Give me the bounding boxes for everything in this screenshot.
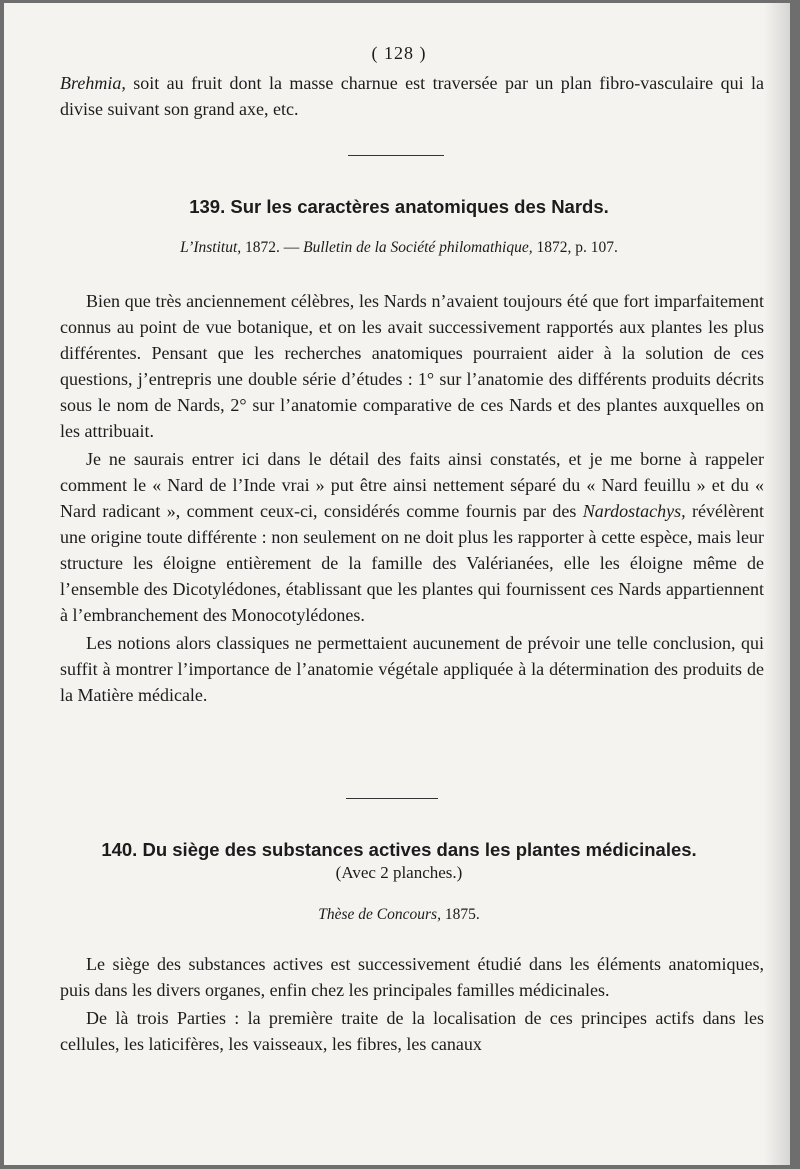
source-year: 1875. xyxy=(440,906,480,923)
genus-name: Nardostachys, xyxy=(582,501,686,521)
source-journal-institut: L’Institut, xyxy=(180,239,242,256)
page-number: ( 128 ) xyxy=(371,43,427,63)
species-name: Brehmia, xyxy=(60,73,126,93)
section-140-body xyxy=(60,951,764,1057)
paragraph-2-end: révélèrent une origine toute différente : non seulement on ne doit plus les rapporter à cette espèce, mais leur structure les éloigne entièrement de la famille des Valérianées, elle les éloigne même de l’ensemble des Dicotylédones, établissant que les plantes qui fournissent ces Nards appartiennent à l’embranchement des Monocotylédones. xyxy=(60,501,764,625)
section-140-source xyxy=(4,906,790,924)
section-139-paragraph-2 xyxy=(60,446,764,628)
continuation-text xyxy=(60,70,764,122)
section-139-paragraph-1: Bien que très anciennement célèbres, les Nards n’avaient toujours été que fort imparfaitement connus au point de vue botanique, et on les avait successivement rapportés aux plantes les plus différentes. Pensant que les recherches anatomiques pourraient aider à la solution de ces questions, j’entrepris une double série d’études : 1° sur l’anatomie des différents produits décrits sous le nom de Nards, 2° sur l’anatomie comparative de ces Nards et des plantes auxquelles on les attribuait. xyxy=(60,291,764,441)
continuation-body: soit au fruit dont la masse charnue est traversée par un plan fibro-vasculaire qui la divise suivant son grand axe, etc. xyxy=(60,73,764,119)
source-thesis: Thèse de Concours, xyxy=(318,906,441,923)
section-divider xyxy=(348,155,444,156)
section-140-paragraph-2: De là trois Parties : la première traite de la localisation de ces principes actifs dans les cellules, les laticifères, les vaisseaux, les fibres, les canaux xyxy=(60,1008,764,1054)
continuation-paragraph xyxy=(60,70,764,122)
section-139-source xyxy=(4,239,790,257)
section-140-plates-note: (Avec 2 planches.) xyxy=(335,863,463,882)
section-140-title: 140. Du siège des substances actives dans les plantes médicinales. xyxy=(101,839,697,860)
section-139-paragraph-3: Les notions alors classiques ne permettaient aucunement de prévoir une telle conclusion, qui suffit à montrer l’importance de l’anatomie végétale appliquée à la détermination des produits de la Matière médicale. xyxy=(60,633,764,705)
section-divider xyxy=(346,798,438,799)
source-year: 1872. — xyxy=(241,239,304,256)
section-139-body xyxy=(60,288,764,708)
paragraph-2-start: Je ne saurais entrer ici dans le détail des faits ainsi constatés, et je me borne à rappeler comment le « Nard de l’Inde vrai » put être ainsi nettement séparé du « Nard feuillu » et du « Nard radicant », comment ceux-ci, considérés comme fournis par des xyxy=(60,449,764,521)
section-140-paragraph-1: Le siège des substances actives est successivement étudié dans les éléments anatomiques, puis dans les divers organes, enfin chez les principales familles médicinales. xyxy=(60,954,764,1000)
source-pages: 1872, p. 107. xyxy=(532,239,618,256)
section-139-title: 139. Sur les caractères anatomiques des Nards. xyxy=(189,196,609,217)
source-journal-bulletin: Bulletin de la Société philomathique, xyxy=(303,239,533,256)
document-page xyxy=(4,3,790,1165)
